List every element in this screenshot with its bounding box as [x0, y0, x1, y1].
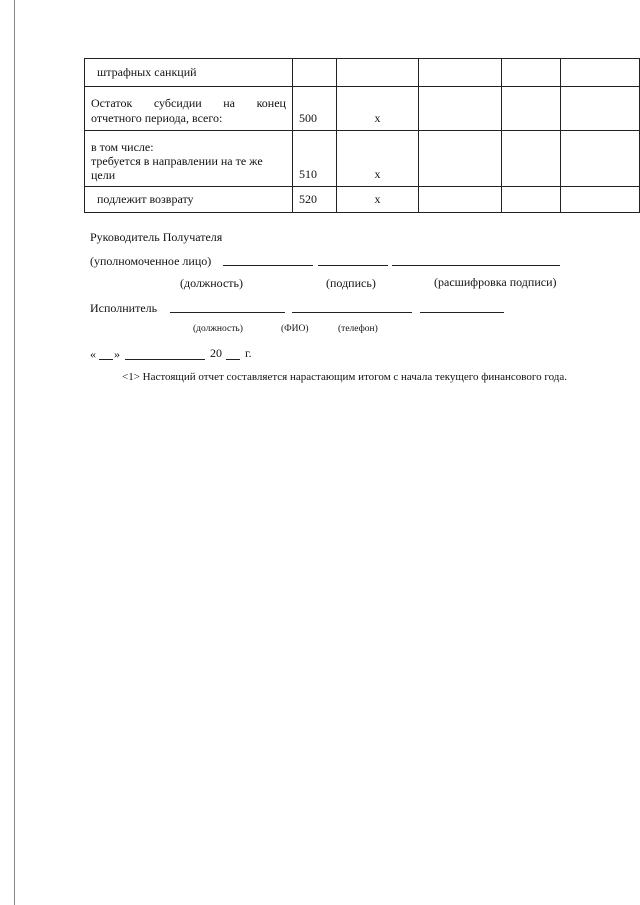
caption-position: (должность) [180, 276, 243, 290]
empty-cell [560, 131, 639, 187]
row-label-line: цели [91, 168, 116, 182]
row-label-line: требуется в направлении на те же [91, 154, 263, 168]
empty-cell [560, 187, 639, 213]
executor-label: Исполнитель [90, 301, 158, 315]
row-label [85, 87, 293, 131]
caption-executor-position: (должность) [193, 324, 243, 334]
row-label-line: в том числе: [91, 140, 154, 154]
page-left-edge [14, 0, 15, 905]
executor-position-line [170, 312, 285, 313]
empty-cell [502, 131, 561, 187]
caption-signature: (подпись) [326, 276, 376, 290]
empty-cell [560, 87, 639, 131]
head-title: Руководитель Получателя [90, 230, 223, 244]
date-year-line [226, 359, 240, 360]
row-code: 520 [292, 187, 336, 213]
date-day-line [99, 359, 113, 360]
row-label-line: подлежит возврату [97, 192, 194, 206]
head-subtitle: (уполномоченное лицо) [90, 254, 212, 268]
report-table [84, 58, 640, 213]
date-close-quote: » [114, 347, 120, 361]
row-label [85, 131, 293, 187]
footnote: <1> Настоящий отчет составляется нарастающим итогом с начала текущего финансового года. [122, 371, 568, 383]
row-mark: х [337, 187, 419, 213]
empty-cell [418, 59, 501, 87]
row-label [85, 187, 293, 213]
executor-phone-line [420, 312, 504, 313]
table-row [85, 87, 640, 131]
table-row [85, 187, 640, 213]
row-code: 500 [292, 87, 336, 131]
row-label-line: отчетного периода, всего: [91, 111, 223, 125]
row-code [292, 59, 336, 87]
table-row [85, 59, 640, 87]
row-label [85, 59, 293, 87]
executor-name-line [292, 312, 412, 313]
empty-cell [502, 87, 561, 131]
row-mark [337, 59, 419, 87]
empty-cell [418, 87, 501, 131]
row-label-line: Остаток субсидии на конец [91, 96, 286, 110]
date-year-prefix: 20 [210, 346, 222, 360]
empty-cell [560, 59, 639, 87]
row-code: 510 [292, 131, 336, 187]
caption-executor-phone: (телефон) [338, 324, 378, 334]
caption-signature-decoding: (расшифровка подписи) [434, 275, 557, 289]
caption-executor-name: (ФИО) [281, 324, 309, 334]
row-mark: х [337, 131, 419, 187]
date-month-line [125, 359, 205, 360]
empty-cell [418, 131, 501, 187]
date-open-quote: « [90, 347, 96, 361]
signature-line [318, 265, 388, 266]
empty-cell [502, 59, 561, 87]
empty-cell [502, 187, 561, 213]
row-mark: х [337, 87, 419, 131]
signature-decoding-line [392, 265, 560, 266]
date-year-suffix: г. [245, 346, 252, 360]
row-label-line: штрафных санкций [97, 65, 197, 79]
table-row [85, 131, 640, 187]
position-signature-line [223, 265, 313, 266]
empty-cell [418, 187, 501, 213]
